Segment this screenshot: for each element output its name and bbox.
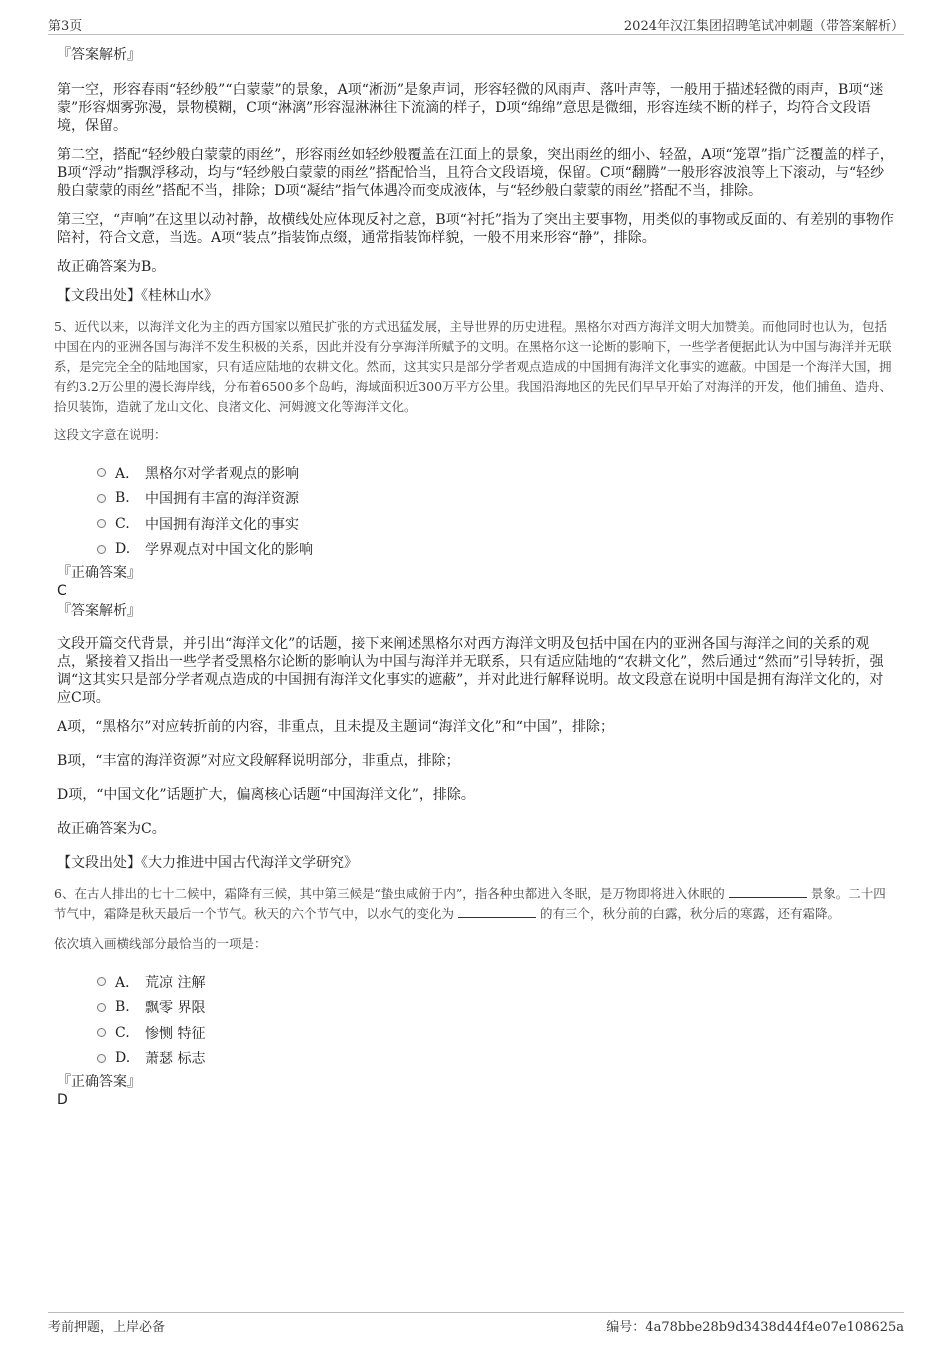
correct-answer-label: 『正确答案』 [57, 1074, 141, 1090]
document-id: 编号：4a78bbe28b9d3438d44f4e07e108625a [606, 1320, 904, 1335]
question-6-text-part: 6、在古人排出的七十二候中，霜降有三候，其中第三候是“蛰虫咸俯于内”，指各种虫都进入冬眠，是万物即将进入休眠的 [54, 886, 725, 901]
fill-blank [458, 905, 536, 918]
question-5-text: 5、近代以来，以海洋文化为主的西方国家以殖民扩张的方式迅猛发展，主导世界的历史进程。黑格尔对西方海洋文明大加赞美。而他同时也认为，包括中国在内的亚洲各国与海洋不发生积极的关系，因此并没有分享海洋所赋予的文明。在黑格尔这一论断的影响下，一些学者便据此认为中国与海洋并无联系，是完完全全的陆地国家，只有适应陆地的农耕文化。然而，这其实只是部分学者观点造成的中国拥有海洋文化事实的遮蔽。中国是一个海洋大国，拥有约3.2万公里的漫长海岸线，分布着6500多个岛屿，海域面积近300万平方公里。我国沿海地区的先民们早早开始了对海洋的开发，他们捕鱼、造舟、拾贝装饰，造就了龙山文化、良渚文化、河姆渡文化等海洋文化。 [54, 319, 893, 414]
option-text: 中国拥有丰富的海洋资源 [145, 491, 299, 508]
analysis-paragraph: 第二空，搭配“轻纱般白蒙蒙的雨丝”，形容雨丝如轻纱般覆盖在江面上的景象，突出雨丝的细小、轻盈，A项“笼罩”指广泛覆盖的样子，B项“浮动”指飘浮移动，均与“轻纱般白蒙蒙的雨丝”搭配恰当，且符合文段语境，保留。C项“翻腾”一般形容波浪等上下滚动，与“轻纱般白蒙蒙的雨丝”搭配不当，排除；D项“凝结”指气体遇冷而变成液体，与“轻纱般白蒙蒙的雨丝”搭配不当，排除。 [57, 147, 894, 199]
correct-answer: D [57, 1092, 68, 1108]
question-6-text-part: 的有三个，秋分前的白露，秋分后的寒露，还有霜降。 [539, 906, 840, 921]
option-a[interactable] [97, 969, 895, 995]
analysis-paragraph: B项，“丰富的海洋资源”对应文段解释说明部分，非重点，排除； [57, 753, 460, 769]
radio-button[interactable] [97, 1028, 106, 1037]
question-5-prompt: 这段文字意在说明： [54, 427, 167, 442]
option-label: D. [115, 541, 131, 558]
option-a[interactable] [97, 460, 895, 486]
option-text: 萧瑟 标志 [145, 1051, 206, 1068]
option-text: 中国拥有海洋文化的事实 [145, 516, 299, 533]
option-c[interactable] [97, 1020, 895, 1046]
footer-slogan: 考前押题，上岸必备 [48, 1320, 166, 1335]
option-label: B. [115, 490, 130, 507]
page-header [48, 12, 904, 35]
option-b[interactable] [97, 486, 895, 512]
analysis-paragraph: 文段开篇交代背景，并引出“海洋文化”的话题，接下来阐述黑格尔对西方海洋文明及包括中国在内的亚洲各国与海洋之间的关系的观点，紧接着又指出一些学者受黑格尔论断的影响认为中国与海洋并无联系，只有适应陆地的“农耕文化”，然后通过“然而”引导转折，强调“这其实只是部分学者观点造成的中国拥有海洋文化事实的遮蔽”，并对此进行解释说明。故文段意在说明中国是拥有海洋文化的，对应C项。 [57, 636, 884, 706]
analysis-paragraph: 第一空，形容春雨“轻纱般”“白蒙蒙”的景象，A项“淅沥”是象声词，形容轻微的风雨声、落叶声等，一般用于描述轻微的雨声，B项“迷蒙”形容烟雾弥漫，景物模糊，C项“淋漓”形容湿淋淋往下流滴的样子，D项“绵绵”意思是微细，形容连续不断的样子，均符合文段语境，保留。 [57, 82, 884, 134]
radio-button[interactable] [97, 519, 106, 528]
option-text: 荒凉 注解 [145, 974, 206, 991]
option-label: A． [115, 465, 140, 482]
option-d[interactable] [97, 537, 895, 563]
radio-button[interactable] [97, 494, 106, 503]
correct-answer-label: 『正确答案』 [57, 565, 141, 581]
question-6-text-part: 景象。二十四节气中，霜降是秋天最后一个节气。秋天的六个节气中，以水气的变化为 [54, 886, 886, 921]
radio-button[interactable] [97, 1003, 106, 1012]
radio-button[interactable] [97, 977, 106, 986]
fill-blank [729, 885, 807, 898]
document-body [54, 46, 895, 1111]
source-citation: 【文段出处】《桂林山水》 [57, 288, 218, 304]
document-title: 2024年汉江集团招聘笔试冲刺题（带答案解析） [623, 19, 904, 34]
radio-button[interactable] [97, 468, 106, 477]
question-6-prompt: 依次填入画横线部分最恰当的一项是： [54, 936, 267, 951]
analysis-label: 『答案解析』 [57, 603, 141, 619]
option-b[interactable] [97, 995, 895, 1021]
analysis-paragraph: D项，“中国文化”话题扩大，偏离核心话题“中国海洋文化”，排除。 [57, 787, 475, 803]
option-text: 惨恻 特征 [145, 1025, 206, 1042]
source-citation: 【文段出处】《大力推进中国古代海洋文学研究》 [57, 855, 358, 871]
analysis-label: 『答案解析』 [57, 47, 141, 63]
question-6-text [54, 884, 895, 924]
page-number: 第3页 [48, 19, 83, 34]
conclusion: 故正确答案为B。 [57, 259, 166, 275]
correct-answer: C [57, 583, 67, 599]
radio-button[interactable] [97, 545, 106, 554]
option-label: B. [115, 999, 130, 1016]
page-footer [48, 1312, 904, 1337]
radio-button[interactable] [97, 1054, 106, 1063]
option-text: 黑格尔对学者观点的影响 [145, 465, 299, 482]
option-d[interactable] [97, 1046, 895, 1072]
option-label: D. [115, 1050, 131, 1067]
option-text: 飘零 界限 [145, 1000, 206, 1017]
question-5-options [97, 460, 895, 562]
conclusion: 故正确答案为C。 [57, 821, 166, 837]
option-label: C. [115, 515, 130, 532]
analysis-paragraph: 第三空，“声响”在这里以动衬静，故横线处应体现反衬之意，B项“衬托”指为了突出主要事物，用类似的事物或反面的、有差别的事物作陪衬，符合文意，当选。A项“装点”指装饰点缀，通常指装饰样貌，一般不用来形容“静”，排除。 [57, 212, 894, 246]
option-label: C. [115, 1024, 130, 1041]
option-text: 学界观点对中国文化的影响 [145, 542, 313, 559]
option-c[interactable] [97, 511, 895, 537]
analysis-paragraph: A项，“黑格尔”对应转折前的内容，非重点，且未提及主题词“海洋文化”和“中国”，排除； [57, 719, 615, 735]
question-6-options [97, 969, 895, 1071]
option-label: A． [115, 974, 140, 991]
